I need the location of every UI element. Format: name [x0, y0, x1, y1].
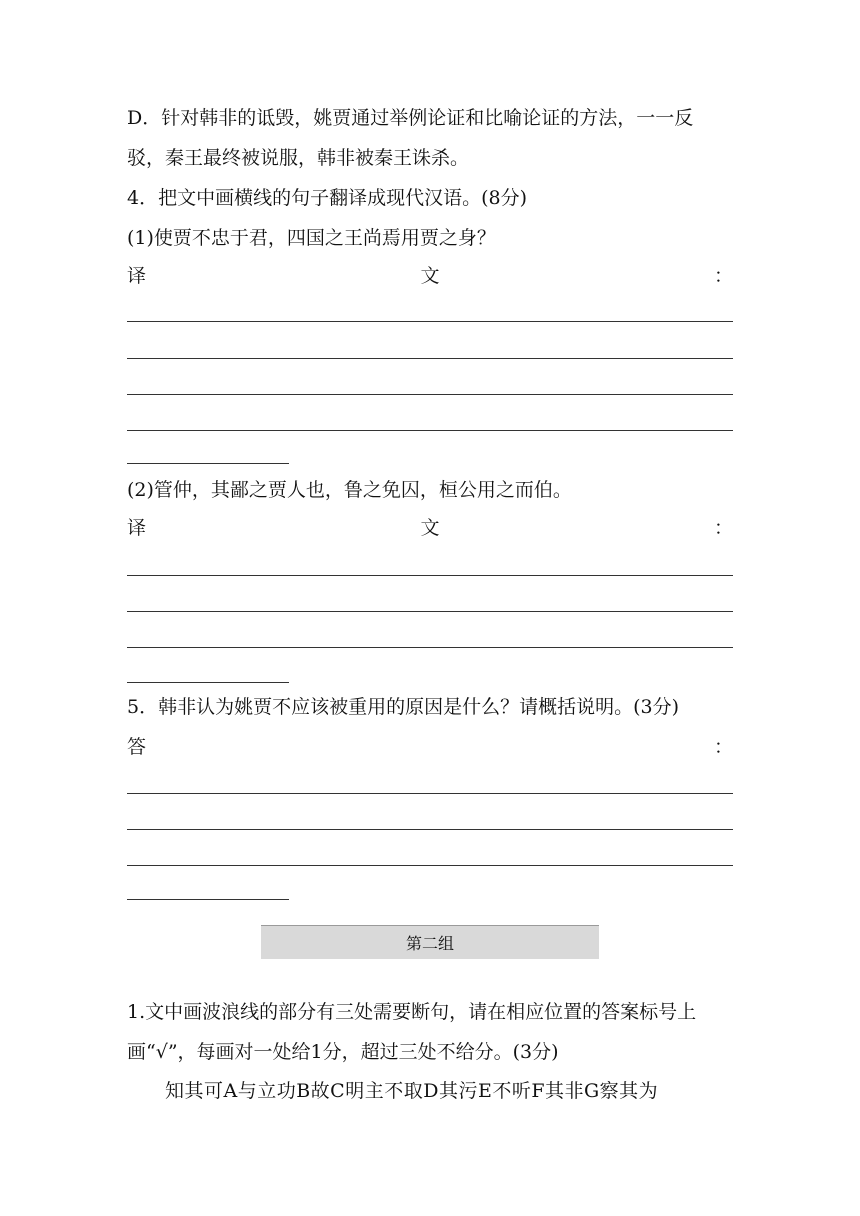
label-yi: 译: [127, 517, 147, 539]
label-colon: ：: [713, 265, 733, 287]
answer-line[interactable]: [127, 394, 733, 395]
answer-line[interactable]: [127, 430, 733, 431]
answer-line[interactable]: [127, 358, 733, 359]
g2q1-line2: 画“√”，每画对一处给1分，超过三处不给分。(3分): [127, 1041, 559, 1063]
answer-line-end[interactable]: [127, 899, 289, 900]
q4-sub2: (2)管仲，其鄙之贾人也，鲁之免囚，桓公用之而伯。: [127, 479, 572, 501]
label-colon: ：: [713, 517, 733, 539]
answer-line[interactable]: [127, 647, 733, 648]
q3-option-d-line2: 驳，秦王最终被说服，韩非被秦王诛杀。: [127, 147, 470, 169]
label-yi: 译: [127, 265, 147, 287]
answer-line[interactable]: [127, 865, 733, 866]
label-da: 答: [127, 736, 147, 758]
q3-option-d-line1: D．针对韩非的诋毁，姚贾通过举例论证和比喻论证的方法，一一反: [127, 107, 694, 129]
g2q1-line1: 1.文中画波浪线的部分有三处需要断句，请在相应位置的答案标号上: [127, 1001, 697, 1023]
q4-sub1: (1)使贾不忠于君，四国之王尚焉用贾之身？: [127, 227, 496, 249]
answer-line[interactable]: [127, 611, 733, 612]
answer-line[interactable]: [127, 321, 733, 322]
label-colon: ：: [713, 736, 733, 758]
label-wen: 文: [420, 517, 440, 539]
answer-line[interactable]: [127, 793, 733, 794]
q5-answer-label: [127, 735, 733, 759]
q5-title: 5．韩非认为姚贾不应该被重用的原因是什么？请概括说明。(3分): [127, 696, 680, 718]
q4-sub2-answer-label: [127, 516, 733, 540]
section-banner: 第二组: [261, 925, 599, 959]
g2q1-line3: 知其可A与立功B故C明主不取D其污E不听F其非G察其为: [165, 1080, 659, 1102]
answer-line[interactable]: [127, 575, 733, 576]
q4-title: 4．把文中画横线的句子翻译成现代汉语。(8分): [127, 187, 528, 209]
answer-line-end[interactable]: [127, 463, 289, 464]
label-wen: 文: [420, 265, 440, 287]
q4-sub1-answer-label: [127, 264, 733, 288]
answer-line-end[interactable]: [127, 682, 289, 683]
answer-line[interactable]: [127, 829, 733, 830]
